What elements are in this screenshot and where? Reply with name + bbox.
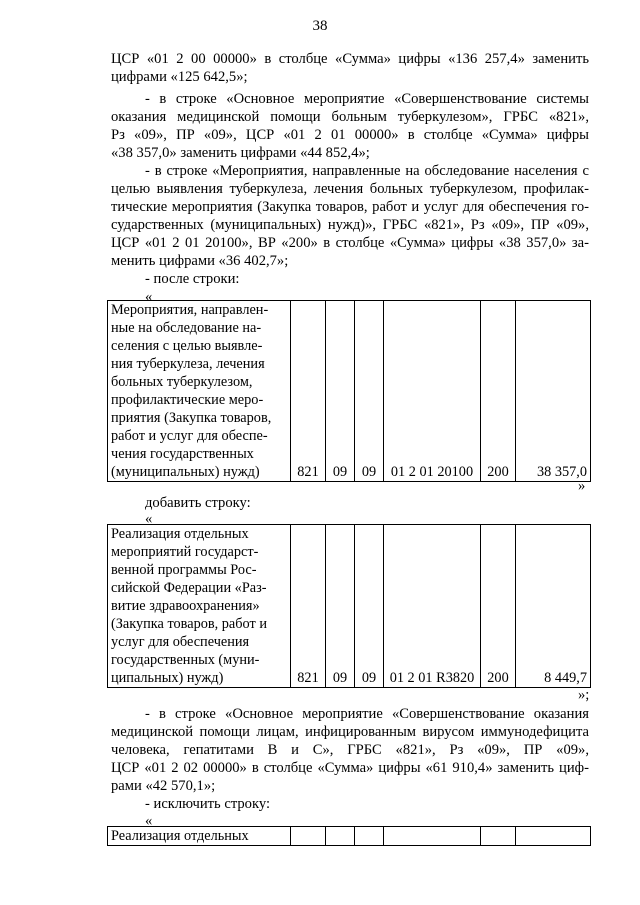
desc-line: работ и услуг для обеспе- — [111, 428, 268, 444]
desc-line: Мероприятия, направлен- — [111, 302, 269, 318]
text-line: ЦСР «01 2 01 20100», ВР «200» в столбце «Сумма» цифры «38 357,0» за- — [111, 235, 589, 251]
desc-line: мероприятий государст- — [111, 544, 259, 560]
cell-grbs — [291, 827, 326, 846]
open-quote: « — [145, 511, 153, 527]
paragraph-tb-measures — [111, 162, 589, 270]
text-line: рами «42 570,1»; — [111, 778, 216, 794]
cell-grbs: 821 — [291, 525, 326, 688]
table-row — [108, 827, 591, 846]
exclude-row-label: - исключить строку: — [145, 796, 271, 812]
text-line: «38 357,0» заменить цифрами «44 852,4»; — [111, 145, 370, 161]
page-number: 38 — [312, 18, 328, 34]
cell-vr: 200 — [481, 301, 516, 482]
desc-line: чения государственных — [111, 446, 254, 462]
desc-line: больных туберкулезом, — [111, 374, 253, 390]
cell-rz — [326, 827, 355, 846]
text-line: человека, гепатитами В и С», ГРБС «821», Рз «09», ПР «09», — [111, 742, 589, 758]
text-line: - в строке «Мероприятия, направленные на обследование населения с — [145, 163, 589, 179]
desc-line: витие здравоохранения» — [111, 598, 260, 614]
text-line: целью выявления туберкулеза, лечения больных туберкулезом, профилак- — [111, 181, 589, 197]
row-description — [108, 827, 291, 846]
text-line: - в строке «Основное мероприятие «Совершенствование оказания — [145, 706, 589, 722]
paragraph-hiv-hepatitis — [111, 705, 589, 795]
cell-rz: 09 — [326, 301, 355, 482]
budget-table-row-tb — [107, 300, 591, 482]
budget-table-row-excluded — [107, 826, 591, 846]
cell-sum: 8 449,7 — [516, 525, 591, 688]
desc-line: Реализация отдельных — [111, 828, 249, 844]
text-line: - в строке «Основное мероприятие «Совершенствование системы — [145, 91, 589, 107]
desc-line: услуг для обеспечения — [111, 634, 250, 650]
cell-csr: 01 2 01 20100 — [384, 301, 481, 482]
text-line: тические мероприятия (Закупка товаров, работ и услуг для обеспечения го- — [111, 199, 589, 215]
row-description — [108, 525, 291, 688]
desc-line: (муниципальных) нужд) — [111, 464, 260, 480]
cell-sum: 38 357,0 — [516, 301, 591, 482]
row-description — [108, 301, 291, 482]
text-line: сударственных (муниципальных) нужд)», ГРБС «821», Рз «09», ПР «09», — [111, 217, 589, 233]
cell-pr — [355, 827, 384, 846]
cell-grbs: 821 — [291, 301, 326, 482]
cell-vr: 200 — [481, 525, 516, 688]
open-quote: « — [145, 289, 153, 305]
cell-pr: 09 — [355, 525, 384, 688]
cell-csr — [384, 827, 481, 846]
desc-line: селения с целью выявле- — [111, 338, 263, 354]
paragraph-csr-total — [111, 50, 589, 86]
add-row-label: добавить строку: — [145, 495, 251, 511]
table-row — [108, 301, 591, 482]
text-line: цифрами «125 642,5»; — [111, 69, 248, 85]
table-row — [108, 525, 591, 688]
cell-csr: 01 2 01 R3820 — [384, 525, 481, 688]
desc-line: приятия (Закупка товаров, — [111, 410, 272, 426]
cell-vr — [481, 827, 516, 846]
desc-line: государственных (муни- — [111, 652, 260, 668]
desc-line: Реализация отдельных — [111, 526, 249, 542]
close-quote: »; — [578, 687, 590, 703]
text-line: ЦСР «01 2 00 00000» в столбце «Сумма» цифры «136 257,4» заменить — [111, 51, 589, 67]
cell-sum — [516, 827, 591, 846]
desc-line: ные на обследование на- — [111, 320, 262, 336]
after-row-label: - после строки: — [145, 271, 240, 287]
text-line: Рз «09», ПР «09», ЦСР «01 2 01 00000» в столбце «Сумма» цифры — [111, 127, 589, 143]
desc-line: сийской Федерации «Раз- — [111, 580, 267, 596]
close-quote: » — [578, 478, 586, 494]
text-line: оказания медицинской помощи больным туберкулезом», ГРБС «821», — [111, 109, 589, 125]
text-line: ЦСР «01 2 02 00000» в столбце «Сумма» цифры «61 910,4» заменить циф- — [111, 760, 589, 776]
paragraph-main-activity-tb — [111, 90, 589, 162]
budget-table-row-health-program — [107, 524, 591, 688]
desc-line: ния туберкулеза, лечения — [111, 356, 265, 372]
desc-line: ципальных) нужд) — [111, 670, 224, 686]
open-quote: « — [145, 813, 153, 829]
desc-line: профилактические меро- — [111, 392, 264, 408]
desc-line: (Закупка товаров, работ и — [111, 616, 267, 632]
text-line: менить цифрами «36 402,7»; — [111, 253, 289, 269]
desc-line: венной программы Рос- — [111, 562, 257, 578]
text-line: медицинской помощи лицам, инфицированным вирусом иммунодефицита — [111, 724, 589, 740]
cell-rz: 09 — [326, 525, 355, 688]
cell-pr: 09 — [355, 301, 384, 482]
